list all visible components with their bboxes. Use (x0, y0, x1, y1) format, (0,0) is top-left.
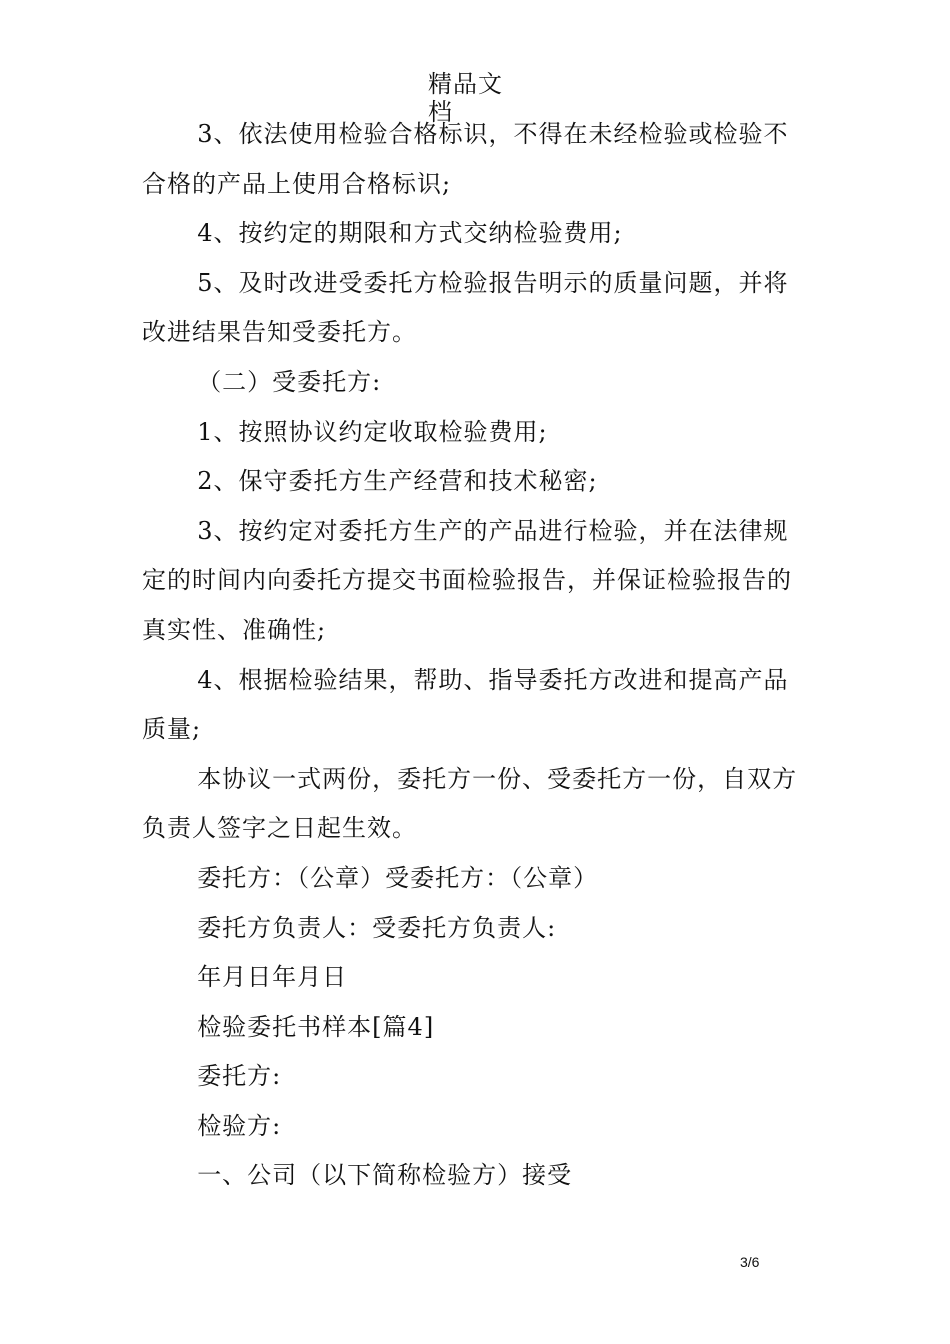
paragraph: 1、按照协议约定收取检验费用; (197, 417, 548, 446)
signature-line: 委托方：（公章）受委托方：（公章） (197, 863, 599, 892)
signature-line: 委托方负责人：受委托方负责人: (197, 913, 557, 942)
paragraph: 检验方: (197, 1111, 282, 1140)
paragraph: 4、按约定的期限和方式交纳检验费用; (197, 219, 623, 248)
paragraph: 一、公司（以下简称检验方）接受 (197, 1161, 573, 1190)
paragraph: 4、根据检验结果，帮助、指导委托方改进和提高产品质量; (142, 665, 789, 744)
page-header-title: 精品文档 (428, 70, 503, 126)
paragraph: 3、按约定对委托方生产的产品进行检验，并在法律规定的时间内向委托方提交书面检验报告，并保证检验报告的真实性、准确性; (142, 516, 792, 644)
page-number: 3/6 (740, 1254, 760, 1270)
paragraph: 2、保守委托方生产经营和技术秘密; (197, 467, 598, 496)
date-line: 年月日年月日 (197, 963, 348, 992)
section-heading: （二）受委托方: (197, 367, 382, 396)
paragraph: 3、依法使用检验合格标识，不得在未经检验或检验不合格的产品上使用合格标识; (142, 120, 789, 198)
paragraph: 本协议一式两份，委托方一份、受委托方一份，自双方负责人签字之日起生效。 (142, 764, 798, 843)
document-body (142, 110, 810, 1201)
paragraph: 委托方: (197, 1062, 282, 1091)
paragraph: 5、及时改进受委托方检验报告明示的质量问题，并将改进结果告知受委托方。 (142, 268, 789, 347)
section-title: 检验委托书样本[篇4] (197, 1012, 435, 1041)
